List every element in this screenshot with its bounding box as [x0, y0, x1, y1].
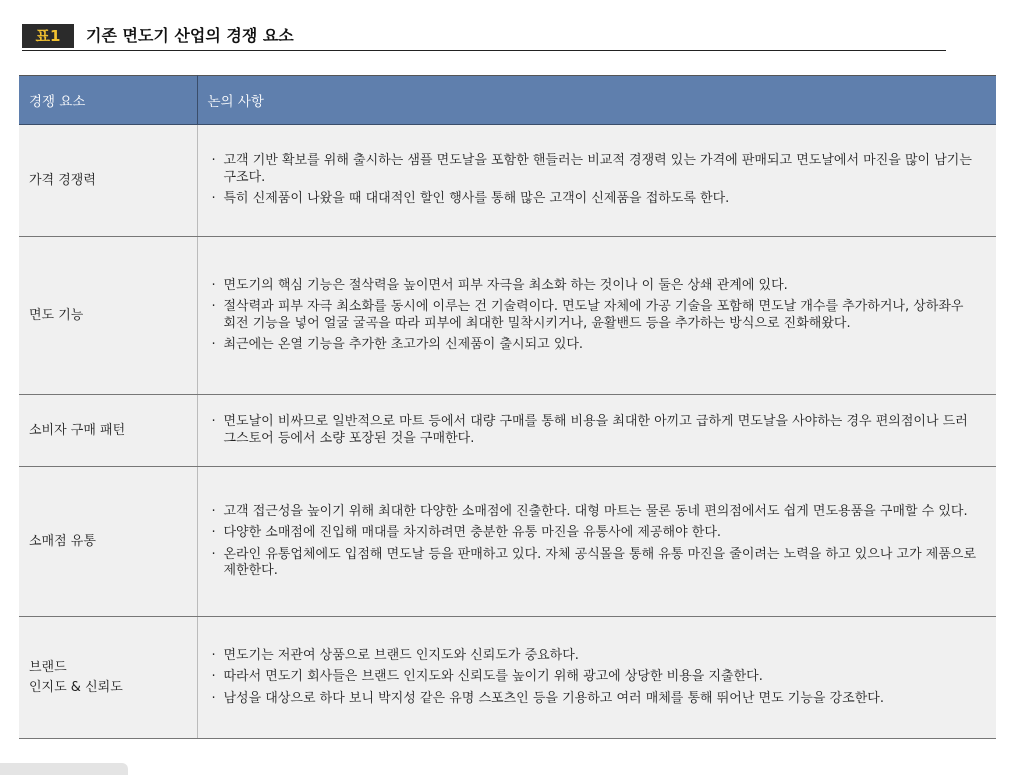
discussion-item: · 다양한 소매점에 진입해 매대를 차지하려면 충분한 유통 마진을 유통사에 제공해야 한다.: [212, 525, 977, 542]
competition-factor-label: 브랜드: [29, 659, 67, 675]
discussion-item: · 절삭력과 피부 자극 최소화를 동시에 이루는 건 기술력이다. 면도날 자체에 가공 기술을 포함해 면도날 개수를 추가하거나, 상하좌우 회전 기능을 넣어 얼굴 굴곡을 따라 피부에 최대한 밀착시키거나, 윤활밴드 등을 추가하는 방식으로 진화해왔다.: [212, 299, 977, 332]
competition-factor-label: 소비자 구매 패턴: [29, 422, 126, 438]
discussion-cell: [197, 237, 996, 395]
discussion-item: · 면도기의 핵심 기능은 절삭력을 높이면서 피부 자극을 최소화 하는 것이나 이 둘은 상쇄 관계에 있다.: [212, 278, 977, 295]
competition-factor-cell: [19, 395, 197, 467]
discussion-list: [212, 414, 977, 447]
discussion-item: · 면도날이 비싸므로 일반적으로 마트 등에서 대량 구매를 통해 비용을 최대한 아끼고 급하게 면도날을 사야하는 경우 편의점이나 드러그스토어 등에서 소량 포장된 것을 구매한다.: [212, 414, 977, 447]
competition-factor-cell: [19, 467, 197, 617]
discussion-cell: [197, 125, 996, 237]
discussion-item: · 최근에는 온열 기능을 추가한 초고가의 신제품이 출시되고 있다.: [212, 337, 977, 354]
table-title-bar: [22, 24, 946, 51]
header-factor: 경쟁 요소: [19, 76, 197, 125]
discussion-cell: [197, 395, 996, 467]
discussion-item: · 온라인 유통업체에도 입점해 면도날 등을 판매하고 있다. 자체 공식몰을 통해 유통 마진을 줄이려는 노력을 하고 있으나 고가 제품으로 제한한다.: [212, 547, 977, 580]
competition-factor-label: 인지도 & 신뢰도: [29, 679, 123, 695]
table-row: [19, 617, 996, 739]
discussion-item: · 따라서 면도기 회사들은 브랜드 인지도와 신뢰도를 높이기 위해 광고에 상당한 비용을 지출한다.: [212, 669, 977, 686]
discussion-item: · 특히 신제품이 나왔을 때 대대적인 할인 행사를 통해 많은 고객이 신제품을 접하도록 한다.: [212, 191, 977, 208]
competition-factor-cell: [19, 617, 197, 739]
table-row: [19, 237, 996, 395]
table-number-badge: 표1: [22, 24, 74, 48]
discussion-item: · 고객 접근성을 높이기 위해 최대한 다양한 소매점에 진출한다. 대형 마트는 물론 동네 편의점에서도 쉽게 면도용품을 구매할 수 있다.: [212, 504, 977, 521]
discussion-list: [212, 648, 977, 708]
competition-factors-table: [19, 75, 996, 739]
discussion-list: [212, 278, 977, 354]
competition-factor-cell: [19, 125, 197, 237]
table-title: 기존 면도기 산업의 경쟁 요소: [86, 26, 294, 45]
header-discussion: 논의 사항: [197, 76, 996, 125]
discussion-list: [212, 504, 977, 580]
discussion-cell: [197, 617, 996, 739]
discussion-cell: [197, 467, 996, 617]
table-row: [19, 125, 996, 237]
competition-factor-label: 소매점 유통: [29, 533, 96, 549]
competition-factor-label: 가격 경쟁력: [29, 172, 96, 188]
competition-factor-cell: [19, 237, 197, 395]
competition-factor-label: 면도 기능: [29, 307, 84, 323]
table-header-row: [19, 76, 996, 125]
discussion-item: · 남성을 대상으로 하다 보니 박지성 같은 유명 스포츠인 등을 기용하고 여러 매체를 통해 뛰어난 면도 기능을 강조한다.: [212, 691, 977, 708]
discussion-item: · 면도기는 저관여 상품으로 브랜드 인지도와 신뢰도가 중요하다.: [212, 648, 977, 665]
table-row: [19, 467, 996, 617]
discussion-item: · 고객 기반 확보를 위해 출시하는 샘플 면도날을 포함한 핸들러는 비교적 경쟁력 있는 가격에 판매되고 면도날에서 마진을 많이 남기는 구조다.: [212, 153, 977, 186]
page-footer-tab: [0, 763, 128, 775]
table-row: [19, 395, 996, 467]
discussion-list: [212, 153, 977, 208]
